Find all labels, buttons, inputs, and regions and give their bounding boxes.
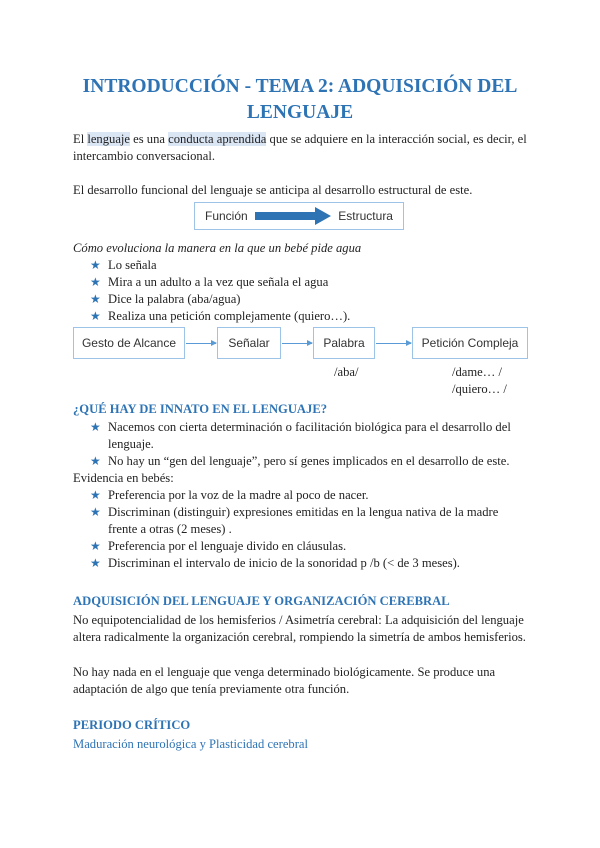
diagram-label-funcion: Función xyxy=(205,209,248,223)
list-item: ★ Dice la palabra (aba/agua) xyxy=(90,292,241,306)
star-bullet-icon: ★ xyxy=(90,258,101,272)
list-item: ★ Discriminan (distinguir) expresiones emitidas en la lengua nativa de la madre frente a otras (2 meses) . xyxy=(90,505,499,536)
intro-paragraph: El lenguaje es una conducta aprendida que se adquiere en la interacción social, es decir, el intercambio conversacional. xyxy=(73,132,527,163)
heading-innato: ¿QUÉ HAY DE INNATO EN EL LENGUAJE? xyxy=(73,402,328,416)
heading-periodo-critico: PERIODO CRÍTICO xyxy=(73,718,191,732)
page-title: INTRODUCCIÓN - TEMA 2: ADQUISICIÓN DEL LENGUAJE xyxy=(82,76,518,123)
note-palabra: /aba/ xyxy=(334,365,359,379)
steps-list xyxy=(90,257,530,325)
flow-arrow-icon xyxy=(282,343,312,344)
star-bullet-icon: ★ xyxy=(90,292,101,306)
list-item: ★ Preferencia por el lenguaje divido en cláusulas. xyxy=(90,539,347,553)
evidence-label: Evidencia en bebés: xyxy=(73,471,174,485)
star-bullet-icon: ★ xyxy=(90,556,101,570)
list-item: ★ Mira a un adulto a la vez que señala el agua xyxy=(90,275,329,289)
flow-box-peticion: Petición Compleja xyxy=(412,327,528,359)
flow-arrow-icon xyxy=(186,343,216,344)
subheading-maduracion: Maduración neurológica y Plasticidad cerebral xyxy=(73,737,308,751)
flow-arrow-icon xyxy=(376,343,411,344)
list-item: ★ Lo señala xyxy=(90,258,157,272)
star-bullet-icon: ★ xyxy=(90,420,101,434)
flow-box-gesto: Gesto de Alcance xyxy=(73,327,185,359)
functional-paragraph: El desarrollo funcional del lenguaje se anticipa al desarrollo estructural de este. xyxy=(73,183,473,197)
star-bullet-icon: ★ xyxy=(90,275,101,289)
flow-box-senalar: Señalar xyxy=(217,327,281,359)
big-arrow-icon xyxy=(255,207,331,225)
star-bullet-icon: ★ xyxy=(90,454,101,468)
heading-cerebral: ADQUISICIÓN DEL LENGUAJE Y ORGANIZACIÓN CEREBRAL xyxy=(73,594,450,608)
note-peticion-2: /quiero… / xyxy=(452,382,507,396)
list-item: ★ No hay un “gen del lenguaje”, pero sí genes implicados en el desarrollo de este. xyxy=(90,454,510,468)
highlight-lenguaje: lenguaje xyxy=(87,132,131,146)
highlight-conducta-aprendida: conducta aprendida xyxy=(168,132,267,146)
star-bullet-icon: ★ xyxy=(90,505,101,519)
question-line: Cómo evoluciona la manera en la que un bebé pide agua xyxy=(73,241,362,255)
list-item: ★ Preferencia por la voz de la madre al poco de nacer. xyxy=(90,488,369,502)
star-bullet-icon: ★ xyxy=(90,539,101,553)
star-bullet-icon: ★ xyxy=(90,309,101,323)
evidence-list xyxy=(90,487,530,572)
note-peticion-1: /dame… / xyxy=(452,365,503,379)
cerebral-paragraph-1: No equipotencialidad de los hemisferios / Asimetría cerebral: La adquisición del lenguaje altera radicalmente la organización cerebral, rompiendo la simetría de ambos hemisferios. xyxy=(73,613,526,644)
diagram-label-estructura: Estructura xyxy=(338,209,393,223)
list-item: ★ Discriminan el intervalo de inicio de la sonoridad p /b (< de 3 meses). xyxy=(90,556,460,570)
list-item: ★ Realiza una petición complejamente (quiero…). xyxy=(90,309,351,323)
function-structure-diagram xyxy=(194,202,404,230)
list-item: ★ Nacemos con cierta determinación o facilitación biológica para el desarrollo del lenguaje. xyxy=(90,420,511,451)
flow-box-palabra: Palabra xyxy=(313,327,375,359)
innato-list xyxy=(90,419,530,470)
star-bullet-icon: ★ xyxy=(90,488,101,502)
cerebral-paragraph-2: No hay nada en el lenguaje que venga determinado biológicamente. Se produce una adaptación de algo que tenía previamente otra función. xyxy=(73,665,496,696)
